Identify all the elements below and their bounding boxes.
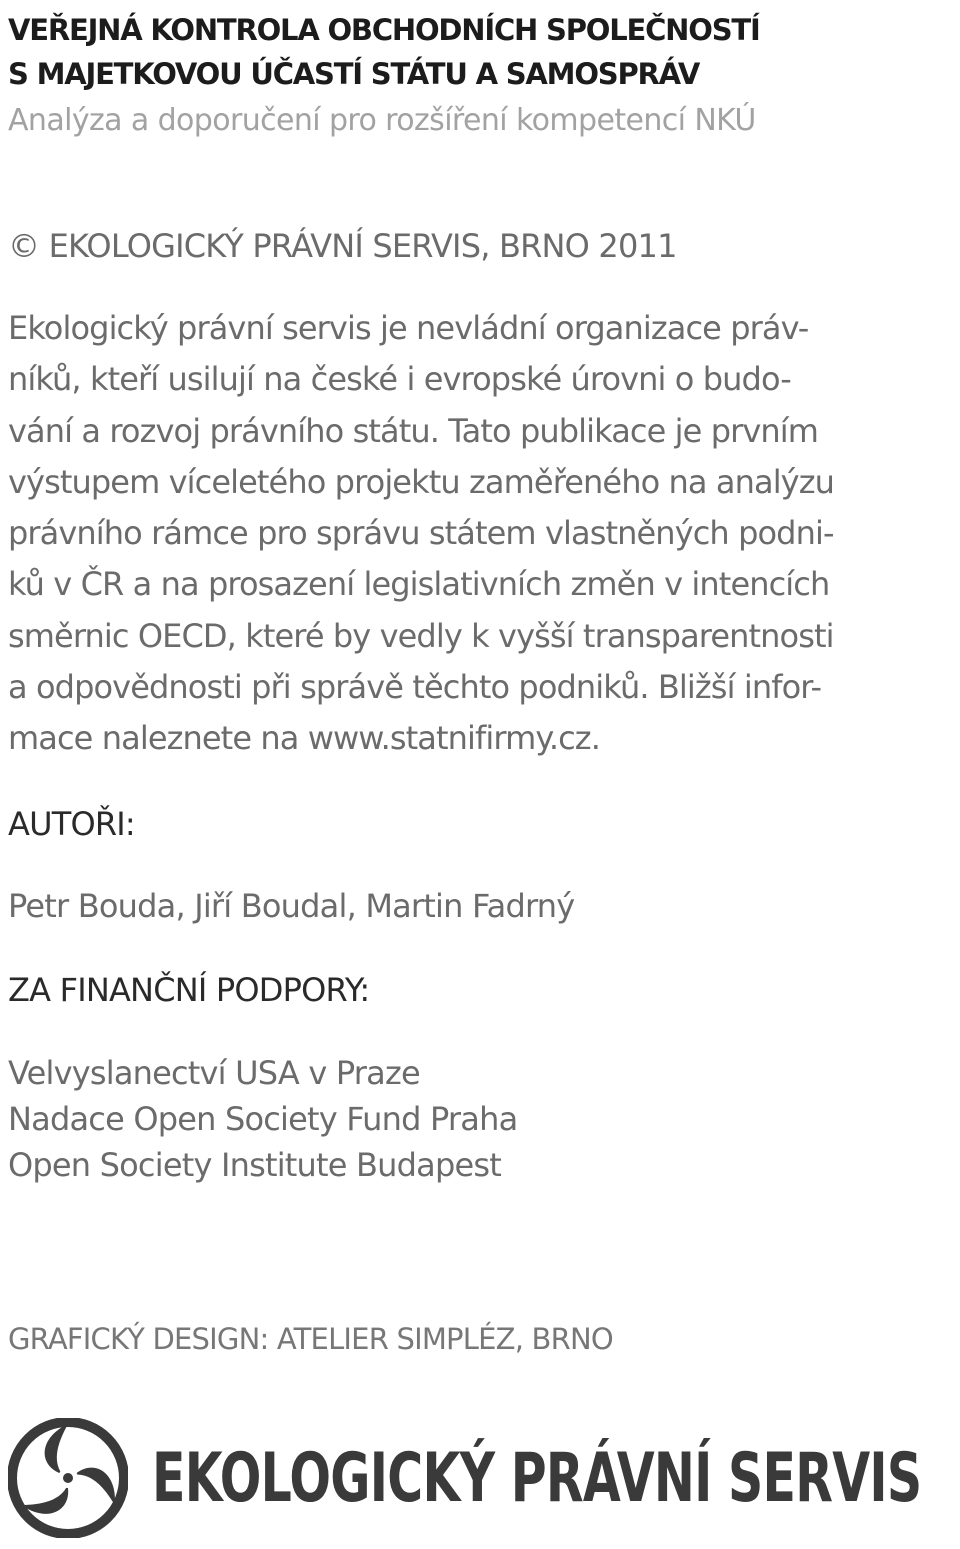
authors-label: AUTOŘI: [8,805,135,843]
title-line-2: S MAJETKOVOU ÚČASTÍ STÁTU A SAMOSPRÁV [8,57,700,91]
organization-description [8,303,953,765]
description-line: právního rámce pro správu státem vlastněných podni- [8,514,834,553]
logo-wordmark: EKOLOGICKÝ PRÁVNÍ SERVIS [152,1439,922,1518]
description-line: níků, kteří usilují na české i evropské úrovni o budo- [8,360,791,399]
description-line: mace naleznete na www.statnifirmy.cz. [8,719,600,758]
support-label: ZA FINANČNÍ PODPORY: [8,971,370,1009]
description-line: výstupem víceletého projektu zaměřeného na analýzu [8,462,835,501]
description-line: Ekologický právní servis je nevládní organizace práv- [8,309,809,347]
publication-title [8,8,958,96]
description-line: ků v ČR a na prosazení legislativních změn v intencích [8,565,830,604]
sponsors-list [8,1050,958,1188]
publication-subtitle: Analýza a doporučení pro rozšíření kompetencí NKÚ [8,103,756,138]
authors-names: Petr Bouda, Jiří Boudal, Martin Fadrný [8,887,575,925]
sponsor-item: Velvyslanectví USA v Praze [8,1054,420,1092]
copyright-notice: © EKOLOGICKÝ PRÁVNÍ SERVIS, BRNO 2011 [8,227,677,265]
description-line: a odpovědnosti při správě těchto podniků. Bližší infor- [8,668,822,707]
description-line: směrnic OECD, které by vedly k vyšší transparentnosti [8,616,834,655]
sponsor-item: Nadace Open Society Fund Praha [8,1100,518,1138]
description-line: vání a rozvoj právního státu. Tato publikace je prvním [8,411,819,450]
title-line-1: VEŘEJNÁ KONTROLA OBCHODNÍCH SPOLEČNOSTÍ [8,13,760,47]
design-credit: GRAFICKÝ DESIGN: ATELIER SIMPLÉZ, BRNO [8,1322,613,1356]
ekologicky-pravni-servis-logo-icon [8,1418,128,1538]
sponsor-item: Open Society Institute Budapest [8,1146,501,1184]
